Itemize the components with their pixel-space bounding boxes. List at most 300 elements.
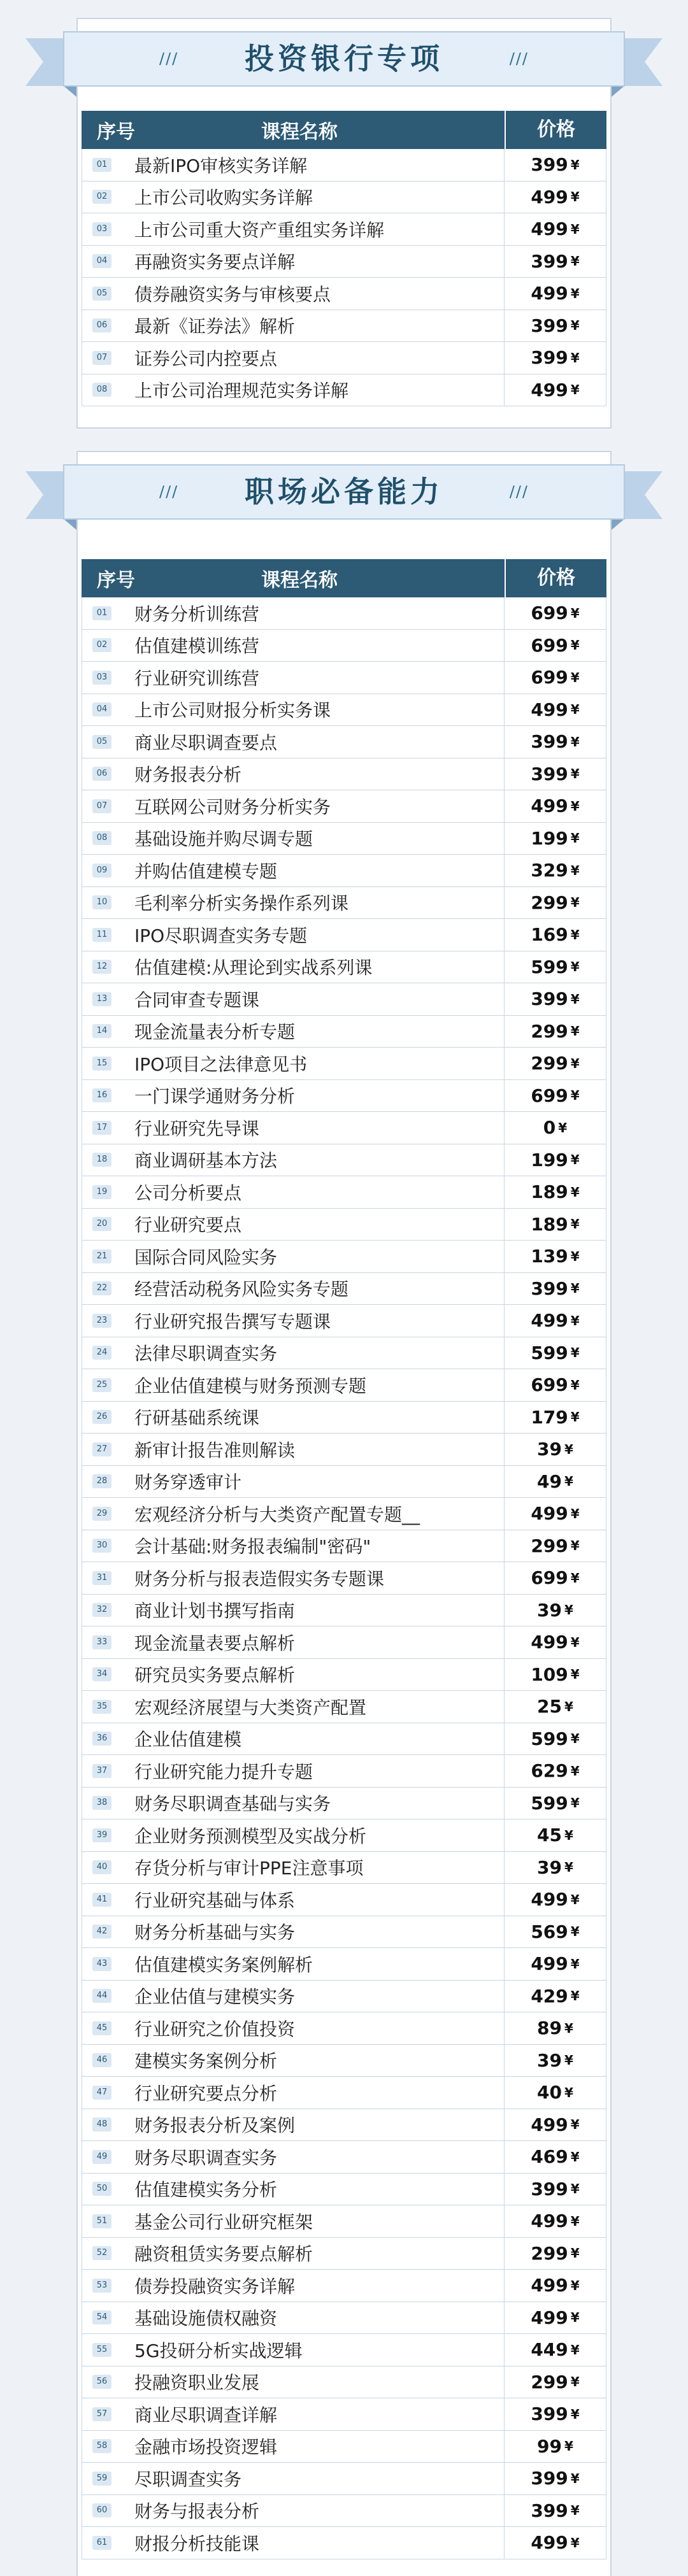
price-value: 40 bbox=[537, 2082, 563, 2103]
row-number-badge: 52 bbox=[92, 2246, 111, 2260]
course-name: 上市公司收购实务详解 bbox=[134, 187, 313, 209]
course-name: 上市公司重大资产重组实务详解 bbox=[134, 219, 385, 241]
price-cell bbox=[504, 983, 606, 1015]
price-value: 299 bbox=[531, 1020, 568, 1042]
currency-symbol: ¥ bbox=[570, 1570, 580, 1586]
price-value: 469 bbox=[531, 2146, 568, 2168]
course-name: 行业研究训练营 bbox=[134, 667, 260, 689]
row-number-cell bbox=[82, 702, 115, 716]
course-name: 国际合同风险实务 bbox=[134, 1246, 278, 1268]
row-number-cell bbox=[82, 287, 115, 301]
row-number-cell bbox=[82, 992, 115, 1006]
currency-symbol: ¥ bbox=[570, 2277, 580, 2293]
price-value: 499 bbox=[531, 795, 568, 817]
row-number-cell bbox=[82, 1571, 115, 1585]
row-number-badge: 02 bbox=[92, 638, 111, 652]
table-row bbox=[82, 2398, 606, 2431]
course-name: 企业估值建模与财务预测专题 bbox=[134, 1375, 367, 1397]
row-number-cell bbox=[82, 1024, 115, 1038]
currency-symbol: ¥ bbox=[570, 1924, 580, 1940]
table-row bbox=[82, 758, 606, 791]
row-number-badge: 53 bbox=[92, 2279, 111, 2293]
row-number-badge: 07 bbox=[92, 351, 111, 365]
price-value: 399 bbox=[531, 1277, 568, 1299]
row-number-cell bbox=[82, 318, 115, 332]
currency-symbol: ¥ bbox=[564, 1474, 573, 1490]
course-name: 最新IPO审核实务详解 bbox=[134, 155, 308, 176]
table-row bbox=[82, 2045, 606, 2077]
row-number-cell bbox=[82, 1442, 115, 1456]
row-number-badge: 20 bbox=[92, 1217, 111, 1231]
price-cell bbox=[504, 1112, 606, 1144]
table-row bbox=[82, 2431, 606, 2463]
price-value: 329 bbox=[531, 860, 568, 881]
currency-symbol: ¥ bbox=[570, 1795, 580, 1811]
table-row bbox=[82, 662, 606, 694]
price-value: 0 bbox=[543, 1117, 556, 1139]
table-row bbox=[82, 1755, 606, 1788]
price-cell bbox=[504, 2077, 606, 2109]
row-number-cell bbox=[82, 2375, 115, 2389]
course-name: 财务报表分析及案例 bbox=[134, 2115, 296, 2137]
row-number-cell bbox=[82, 1925, 115, 1939]
price-value: 499 bbox=[531, 2532, 568, 2554]
course-name: 债券融资实务与审核要点 bbox=[134, 283, 331, 305]
table-row bbox=[82, 1305, 606, 1337]
currency-symbol: ¥ bbox=[570, 798, 580, 814]
row-number-cell bbox=[82, 831, 115, 845]
row-number-badge: 37 bbox=[92, 1764, 111, 1778]
course-name: IPO尽职调查实务专题 bbox=[134, 925, 308, 946]
row-number-cell bbox=[82, 960, 115, 974]
row-number-badge: 47 bbox=[92, 2086, 111, 2100]
course-name: 财报分析技能课 bbox=[134, 2533, 260, 2554]
price-cell bbox=[504, 1948, 606, 1980]
row-number-cell bbox=[82, 1346, 115, 1360]
row-number-badge: 05 bbox=[92, 735, 111, 749]
price-value: 39 bbox=[537, 1599, 563, 1621]
currency-symbol: ¥ bbox=[570, 1313, 580, 1328]
price-cell bbox=[504, 726, 606, 758]
price-cell bbox=[504, 1852, 606, 1884]
price-value: 599 bbox=[531, 1792, 568, 1814]
price-value: 699 bbox=[531, 667, 568, 688]
row-number-cell bbox=[82, 158, 115, 172]
price-value: 139 bbox=[531, 1246, 568, 1267]
price-value: 299 bbox=[531, 2242, 568, 2264]
table-row bbox=[82, 2495, 606, 2528]
price-value: 399 bbox=[531, 154, 568, 176]
price-cell bbox=[504, 1080, 606, 1112]
price-value: 89 bbox=[537, 2017, 563, 2039]
price-cell bbox=[504, 374, 606, 406]
table-row bbox=[82, 1530, 606, 1563]
row-number-badge: 35 bbox=[92, 1700, 111, 1714]
price-value: 399 bbox=[531, 988, 568, 1010]
price-cell bbox=[504, 2205, 606, 2237]
price-value: 699 bbox=[531, 634, 568, 656]
course-name: 基础设施债权融资 bbox=[134, 2308, 278, 2330]
price-value: 299 bbox=[531, 892, 568, 913]
row-number-badge: 06 bbox=[92, 767, 111, 781]
currency-symbol: ¥ bbox=[564, 1827, 573, 1843]
table-row bbox=[82, 278, 606, 310]
price-cell bbox=[504, 951, 606, 983]
row-number-badge: 29 bbox=[92, 1507, 111, 1521]
banner-decor-left: /// bbox=[159, 50, 179, 68]
price-cell bbox=[504, 2109, 606, 2141]
course-name: 现金流量表要点解析 bbox=[134, 1632, 296, 1654]
row-number-badge: 33 bbox=[92, 1635, 111, 1649]
course-table-workplace-skills bbox=[82, 559, 606, 2559]
price-cell bbox=[504, 1916, 606, 1948]
row-number-cell bbox=[82, 1474, 115, 1488]
row-number-badge: 49 bbox=[92, 2150, 111, 2164]
row-number-badge: 19 bbox=[92, 1185, 111, 1199]
price-value: 699 bbox=[531, 602, 568, 624]
price-value: 499 bbox=[531, 1953, 568, 1975]
currency-symbol: ¥ bbox=[570, 318, 580, 334]
row-number-cell bbox=[82, 2150, 115, 2164]
table-row bbox=[82, 1595, 606, 1627]
price-cell bbox=[504, 1144, 606, 1176]
row-number-badge: 08 bbox=[92, 831, 111, 845]
course-name: 公司分析要点 bbox=[134, 1182, 242, 1204]
currency-symbol: ¥ bbox=[570, 1248, 580, 1264]
price-value: 629 bbox=[531, 1760, 568, 1782]
currency-symbol: ¥ bbox=[570, 927, 580, 943]
row-number-cell bbox=[82, 1603, 115, 1617]
price-cell bbox=[504, 1369, 606, 1401]
course-name: 行业研究报告撰写专题课 bbox=[134, 1311, 331, 1332]
row-number-cell bbox=[82, 735, 115, 749]
table-header bbox=[82, 559, 606, 597]
currency-symbol: ¥ bbox=[570, 2535, 580, 2551]
row-number-cell bbox=[82, 2246, 115, 2260]
currency-symbol: ¥ bbox=[570, 1634, 580, 1650]
price-cell bbox=[504, 919, 606, 951]
price-cell bbox=[504, 1466, 606, 1498]
price-cell bbox=[504, 181, 606, 213]
row-number-cell bbox=[82, 1314, 115, 1328]
currency-symbol: ¥ bbox=[564, 1441, 573, 1457]
currency-symbol: ¥ bbox=[570, 1055, 580, 1071]
course-name: 企业财务预测模型及实战分析 bbox=[134, 1825, 367, 1847]
course-name: 宏观经济分析与大类资产配置专题__ bbox=[134, 1504, 420, 1525]
table-row bbox=[82, 919, 606, 951]
course-name: 并购估值建模专题 bbox=[134, 860, 278, 882]
currency-symbol: ¥ bbox=[570, 2117, 580, 2133]
row-number-badge: 55 bbox=[92, 2343, 111, 2357]
row-number-badge: 36 bbox=[92, 1732, 111, 1746]
course-name: 行研基础系统课 bbox=[134, 1407, 260, 1429]
row-number-cell bbox=[82, 1700, 115, 1714]
course-name: 财务尽职调查实务 bbox=[134, 2147, 278, 2168]
header-no: 序号 bbox=[97, 121, 135, 143]
price-cell bbox=[504, 1626, 606, 1658]
table-row bbox=[82, 2012, 606, 2045]
currency-symbol: ¥ bbox=[570, 1538, 580, 1554]
course-name: 行业研究能力提升专题 bbox=[134, 1761, 313, 1783]
course-name: 融资租赁实务要点解析 bbox=[134, 2244, 313, 2265]
table-row bbox=[82, 1723, 606, 1756]
currency-symbol: ¥ bbox=[570, 702, 580, 718]
price-value: 699 bbox=[531, 1374, 568, 1396]
price-cell bbox=[504, 1562, 606, 1594]
price-value: 499 bbox=[531, 2307, 568, 2328]
price-value: 499 bbox=[531, 379, 568, 401]
course-name: 财务穿透审计 bbox=[134, 1472, 242, 1493]
price-cell bbox=[504, 1209, 606, 1241]
currency-symbol: ¥ bbox=[564, 2053, 573, 2068]
course-name: 企业估值建模 bbox=[134, 1729, 242, 1751]
table-row bbox=[82, 2205, 606, 2238]
price-value: 39 bbox=[537, 2049, 563, 2071]
price-cell bbox=[504, 1723, 606, 1755]
price-cell bbox=[504, 2431, 606, 2463]
row-number-badge: 04 bbox=[92, 702, 111, 716]
course-name: 财务与报表分析 bbox=[134, 2501, 260, 2523]
currency-symbol: ¥ bbox=[570, 382, 580, 398]
row-number-badge: 24 bbox=[92, 1346, 111, 1360]
currency-symbol: ¥ bbox=[570, 157, 580, 173]
price-cell bbox=[504, 1755, 606, 1787]
table-row bbox=[82, 2302, 606, 2335]
course-name: 财务分析与报表造假实务专题课 bbox=[134, 1568, 385, 1590]
row-number-cell bbox=[82, 1088, 115, 1102]
row-number-badge: 28 bbox=[92, 1474, 111, 1488]
table-row bbox=[82, 855, 606, 887]
price-value: 499 bbox=[531, 1310, 568, 1332]
row-number-badge: 26 bbox=[92, 1410, 111, 1424]
course-name: 证券公司内控要点 bbox=[134, 348, 278, 369]
row-number-badge: 23 bbox=[92, 1314, 111, 1328]
currency-symbol: ¥ bbox=[570, 959, 580, 975]
price-cell bbox=[504, 2495, 606, 2527]
price-value: 109 bbox=[531, 1663, 568, 1685]
row-number-badge: 13 bbox=[92, 992, 111, 1006]
table-row bbox=[82, 2527, 606, 2559]
table-row bbox=[82, 1112, 606, 1144]
price-value: 499 bbox=[531, 218, 568, 240]
table-row bbox=[82, 1788, 606, 1820]
row-number-badge: 30 bbox=[92, 1539, 111, 1553]
row-number-cell bbox=[82, 928, 115, 942]
price-cell bbox=[504, 758, 606, 790]
price-value: 399 bbox=[531, 2178, 568, 2200]
row-number-badge: 11 bbox=[92, 928, 111, 942]
row-number-cell bbox=[82, 1860, 115, 1874]
price-cell bbox=[504, 1595, 606, 1626]
currency-symbol: ¥ bbox=[570, 1956, 580, 1972]
price-value: 499 bbox=[531, 699, 568, 720]
currency-symbol: ¥ bbox=[570, 669, 580, 685]
price-value: 399 bbox=[531, 315, 568, 336]
course-name: 会计基础:财务报表编制"密码" bbox=[134, 1536, 371, 1558]
row-number-cell bbox=[82, 2439, 115, 2453]
price-cell bbox=[504, 1241, 606, 1272]
price-cell bbox=[504, 2012, 606, 2044]
table-body bbox=[82, 149, 606, 406]
row-number-badge: 58 bbox=[92, 2439, 111, 2453]
header-name: 课程名称 bbox=[261, 569, 338, 592]
table-row bbox=[82, 2366, 606, 2399]
row-number-badge: 61 bbox=[92, 2536, 111, 2550]
row-number-badge: 12 bbox=[92, 960, 111, 974]
price-value: 599 bbox=[531, 1342, 568, 1363]
table-row bbox=[82, 1659, 606, 1691]
row-number-badge: 15 bbox=[92, 1057, 111, 1071]
row-number-cell bbox=[82, 2021, 115, 2035]
table-row bbox=[82, 2238, 606, 2270]
currency-symbol: ¥ bbox=[570, 2213, 580, 2229]
row-number-cell bbox=[82, 1539, 115, 1553]
course-name: 现金流量表分析专题 bbox=[134, 1021, 296, 1043]
table-row bbox=[82, 1948, 606, 1981]
row-number-badge: 59 bbox=[92, 2472, 111, 2486]
table-row bbox=[82, 1337, 606, 1370]
course-name: 行业研究要点 bbox=[134, 1214, 242, 1236]
course-name: 财务尽职调查基础与实务 bbox=[134, 1793, 331, 1815]
table-row bbox=[82, 1016, 606, 1048]
price-cell bbox=[504, 597, 606, 629]
price-value: 189 bbox=[531, 1181, 568, 1203]
row-number-cell bbox=[82, 2503, 115, 2517]
table-row bbox=[82, 1562, 606, 1595]
price-cell bbox=[504, 790, 606, 822]
price-cell bbox=[504, 246, 606, 278]
row-number-cell bbox=[82, 1185, 115, 1199]
table-header bbox=[82, 111, 606, 149]
row-number-badge: 39 bbox=[92, 1828, 111, 1842]
course-name: 建模实务案例分析 bbox=[134, 2051, 278, 2072]
currency-symbol: ¥ bbox=[564, 1860, 573, 1875]
price-value: 449 bbox=[531, 2339, 568, 2361]
course-name: 财务报表分析 bbox=[134, 764, 242, 786]
table-row bbox=[82, 1691, 606, 1723]
price-value: 399 bbox=[531, 2500, 568, 2521]
price-value: 399 bbox=[531, 763, 568, 785]
currency-symbol: ¥ bbox=[570, 1731, 580, 1747]
course-name: 最新《证券法》解析 bbox=[134, 316, 296, 338]
table-row bbox=[82, 2334, 606, 2366]
row-number-badge: 32 bbox=[92, 1603, 111, 1617]
price-value: 299 bbox=[531, 2371, 568, 2393]
currency-symbol: ¥ bbox=[558, 1120, 568, 1135]
table-row bbox=[82, 630, 606, 662]
price-cell bbox=[504, 278, 606, 310]
currency-symbol: ¥ bbox=[570, 2374, 580, 2390]
currency-symbol: ¥ bbox=[570, 1377, 580, 1393]
price-cell bbox=[504, 1530, 606, 1562]
row-number-badge: 48 bbox=[92, 2117, 111, 2131]
price-cell bbox=[504, 1176, 606, 1208]
course-name: 估值建模训练营 bbox=[134, 636, 260, 657]
row-number-badge: 21 bbox=[92, 1249, 111, 1263]
table-row bbox=[82, 2463, 606, 2495]
course-table-investment-banking bbox=[82, 111, 606, 406]
row-number-cell bbox=[82, 190, 115, 204]
price-value: 699 bbox=[531, 1567, 568, 1589]
course-name: 财务分析训练营 bbox=[134, 603, 260, 625]
row-number-badge: 22 bbox=[92, 1281, 111, 1295]
price-value: 699 bbox=[531, 1085, 568, 1106]
table-row bbox=[82, 2141, 606, 2174]
price-cell bbox=[504, 2174, 606, 2205]
course-name: 投融资职业发展 bbox=[134, 2372, 260, 2394]
row-number-cell bbox=[82, 895, 115, 909]
price-cell bbox=[504, 1884, 606, 1916]
row-number-cell bbox=[82, 1828, 115, 1842]
price-cell bbox=[504, 2463, 606, 2494]
table-row bbox=[82, 246, 606, 278]
row-number-cell bbox=[82, 767, 115, 781]
course-name: IPO项目之法律意见书 bbox=[134, 1053, 308, 1075]
table-row bbox=[82, 149, 606, 181]
currency-symbol: ¥ bbox=[564, 1602, 573, 1618]
price-value: 49 bbox=[537, 1470, 563, 1492]
price-cell bbox=[504, 630, 606, 662]
banner-decor-left: /// bbox=[159, 483, 179, 501]
currency-symbol: ¥ bbox=[570, 253, 580, 269]
price-cell bbox=[504, 213, 606, 245]
price-value: 299 bbox=[531, 1053, 568, 1074]
course-name: 估值建模:从理论到实战系列课 bbox=[134, 957, 373, 979]
table-row bbox=[82, 342, 606, 374]
row-number-badge: 03 bbox=[92, 671, 111, 685]
currency-symbol: ¥ bbox=[570, 1891, 580, 1907]
row-number-cell bbox=[82, 222, 115, 236]
header-price: 价格 bbox=[505, 559, 606, 597]
price-value: 499 bbox=[531, 283, 568, 304]
price-value: 499 bbox=[531, 2114, 568, 2135]
course-name: 合同审查专题课 bbox=[134, 989, 260, 1011]
table-row bbox=[82, 597, 606, 630]
price-value: 599 bbox=[531, 956, 568, 978]
currency-symbol: ¥ bbox=[570, 2470, 580, 2486]
price-cell bbox=[504, 1819, 606, 1851]
row-number-badge: 10 bbox=[92, 895, 111, 909]
course-name: 估值建模实务分析 bbox=[134, 2179, 278, 2201]
course-name: 企业估值与建模实务 bbox=[134, 1986, 296, 2008]
currency-symbol: ¥ bbox=[570, 1216, 580, 1232]
table-row bbox=[82, 887, 606, 920]
section-banner-investment-banking bbox=[0, 25, 688, 102]
price-value: 599 bbox=[531, 1728, 568, 1749]
header-no: 序号 bbox=[97, 569, 135, 592]
row-number-cell bbox=[82, 1796, 115, 1810]
price-value: 499 bbox=[531, 2210, 568, 2232]
course-name: 毛利率分析实务操作系列课 bbox=[134, 893, 349, 914]
row-number-cell bbox=[82, 864, 115, 878]
price-cell bbox=[504, 2270, 606, 2302]
price-cell bbox=[504, 149, 606, 181]
row-number-badge: 43 bbox=[92, 1957, 111, 1971]
price-cell bbox=[504, 1402, 606, 1434]
currency-symbol: ¥ bbox=[570, 1667, 580, 1683]
table-row bbox=[82, 1498, 606, 1530]
table-row bbox=[82, 1080, 606, 1113]
course-name: 宏观经济展望与大类资产配置 bbox=[134, 1697, 367, 1718]
row-number-cell bbox=[82, 1667, 115, 1681]
course-name: 上市公司治理规范实务详解 bbox=[134, 380, 349, 402]
price-value: 99 bbox=[537, 2435, 563, 2457]
row-number-badge: 45 bbox=[92, 2021, 111, 2035]
price-cell bbox=[504, 1434, 606, 1465]
row-number-cell bbox=[82, 671, 115, 685]
section-title: 投资银行专项 bbox=[245, 41, 443, 76]
price-value: 569 bbox=[531, 1921, 568, 1942]
